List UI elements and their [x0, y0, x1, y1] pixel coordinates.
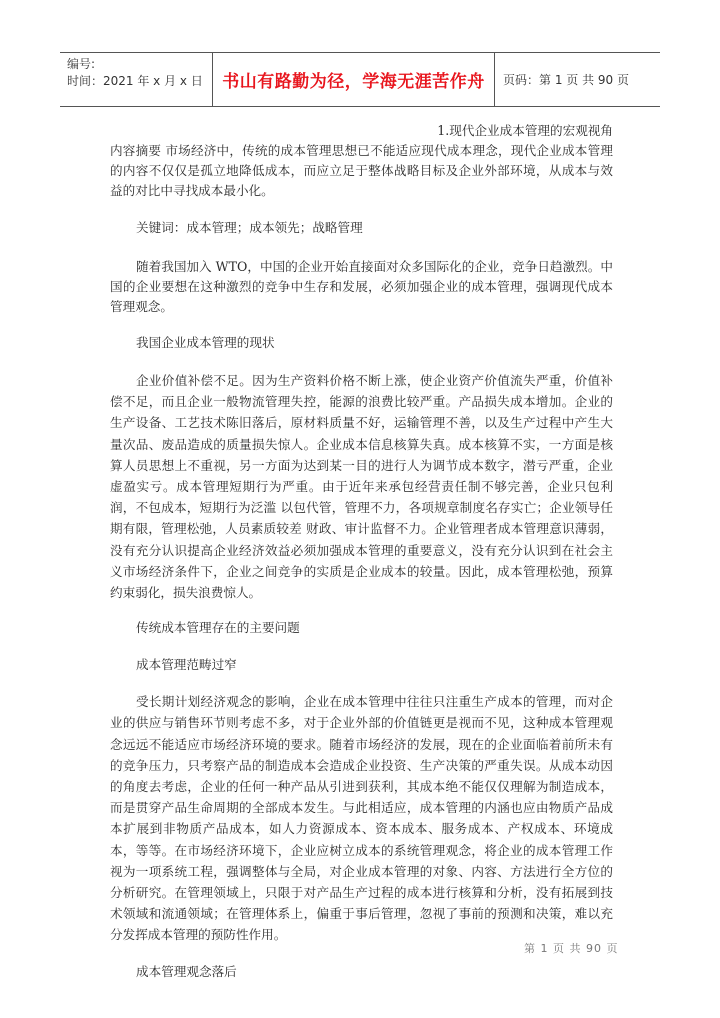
section-heading-status: 我国企业成本管理的现状 [136, 335, 275, 350]
subheading-concept: 成本管理观念落后 [136, 963, 237, 979]
time-label: 时间：2021 年 x 月 x 日 [67, 74, 203, 88]
subheading-scope: 成本管理范畴过窄 [136, 657, 237, 673]
page-footer: 第 1 页 共 90 页 [524, 942, 619, 955]
paragraph-scope: 受长期计划经济观念的影响，企业在成本管理中往往只注重生产成本的管理，而对企业的供应与销售环节则考虑不多，对于企业外部的价值链更是视而不见，这种成本管理观念远远不能适应市场经济环境的要求。随着市场经济的发展，现在的企业面临着前所未有的竞争压力，只考察产品的制造成本会造成企业投资、生产决策的严重失误。从成本动因的角度去考虑，企业的任何一种产品从引进到获利，其成本绝不能仅仅理解为制造成本，而是贯穿产品生命周期的全部成本发生。与此相适应，成本管理的内涵也应由物质产品成本扩展到非物质产品成本，如人力资源成本、资本成本、服务成本、产权成本、环境成本，等等。在市场经济环境下，企业应树立成本的系统管理观念，将企业的成本管理工作视为一项系统工程，强调整体与全局，对企业成本管理的对象、内容、方法进行全方位的分析研究。在管理领域上，只限于对产品生产过程的成本进行核算和分析，没有拓展到技术领域和流通领域；在管理体系上，偏重于事后管理，忽视了事前的预测和决策，难以充分发挥成本管理的预防性作用。 [110, 694, 613, 943]
section-heading-problems: 传统成本管理存在的主要问题 [136, 620, 300, 636]
document-body [110, 121, 613, 982]
abstract: 内容摘要 市场经济中，传统的成本管理思想已不能适应现代成本理念，现代企业成本管理的内容不仅仅是孤立地降低成本，而应立足于整体战略目标及企业外部环境，从成本与效益的对比中寻找成本最小化。 [110, 143, 613, 198]
paragraph-status: 企业价值补偿不足。因为生产资料价格不断上涨，使企业资产价值流失严重，价值补偿不足，而且企业一般物流管理失控，能源的浪费比较严重。产品损失成本增加。企业的生产设备、工艺技术陈旧落后，原材料质量不好，运输管理不善，以及生产过程中产生大量次品、废品造成的质量损失惊人。企业成本信息核算失真。成本核算不实，一方面是核算人员思想上不重视，另一方面为达到某一目的进行人为调节成本数字，潜亏严重，企业虚盈实亏。成本管理短期行为严重。由于近年来承包经营责任制不够完善，企业只包利润，不包成本，短期行为泛滥 以包代管，管理不力，各项规章制度名存实亡；企业领导任期有限，管理松弛，人员素质较差 财政、审计监督不力。企业管理者成本管理意识薄弱，没有充分认识提高企业经济效益必须加强成本管理的重要意义，没有充分认识到在社会主义市场经济条件下，企业之间竞争的实质是企业成本的较量。因此，成本管理松弛，预算约束弱化，损失浪费惊人。 [110, 373, 613, 601]
page-info: 页码：第 1 页 共 90 页 [503, 73, 629, 87]
header-table [60, 52, 660, 107]
number-label: 编号: [67, 57, 96, 71]
page-info-cell [495, 53, 660, 106]
paragraph-intro: 随着我国加入 WTO，中国的企业开始直接面对众多国际化的企业，竞争日趋激烈。中国的企业要想在这种激烈的竞争中生存和发展，必须加强企业的成本管理，强调现代成本管理观念。 [110, 259, 613, 314]
keywords: 关键词：成本管理；成本领先；战略管理 [136, 220, 363, 235]
header-meta-cell [60, 53, 213, 106]
motto-cell [213, 53, 495, 106]
document-title: 1.现代企业成本管理的宏观视角 [437, 123, 613, 138]
motto-text: 书山有路勤为径，学海无涯苦作舟 [222, 72, 485, 92]
